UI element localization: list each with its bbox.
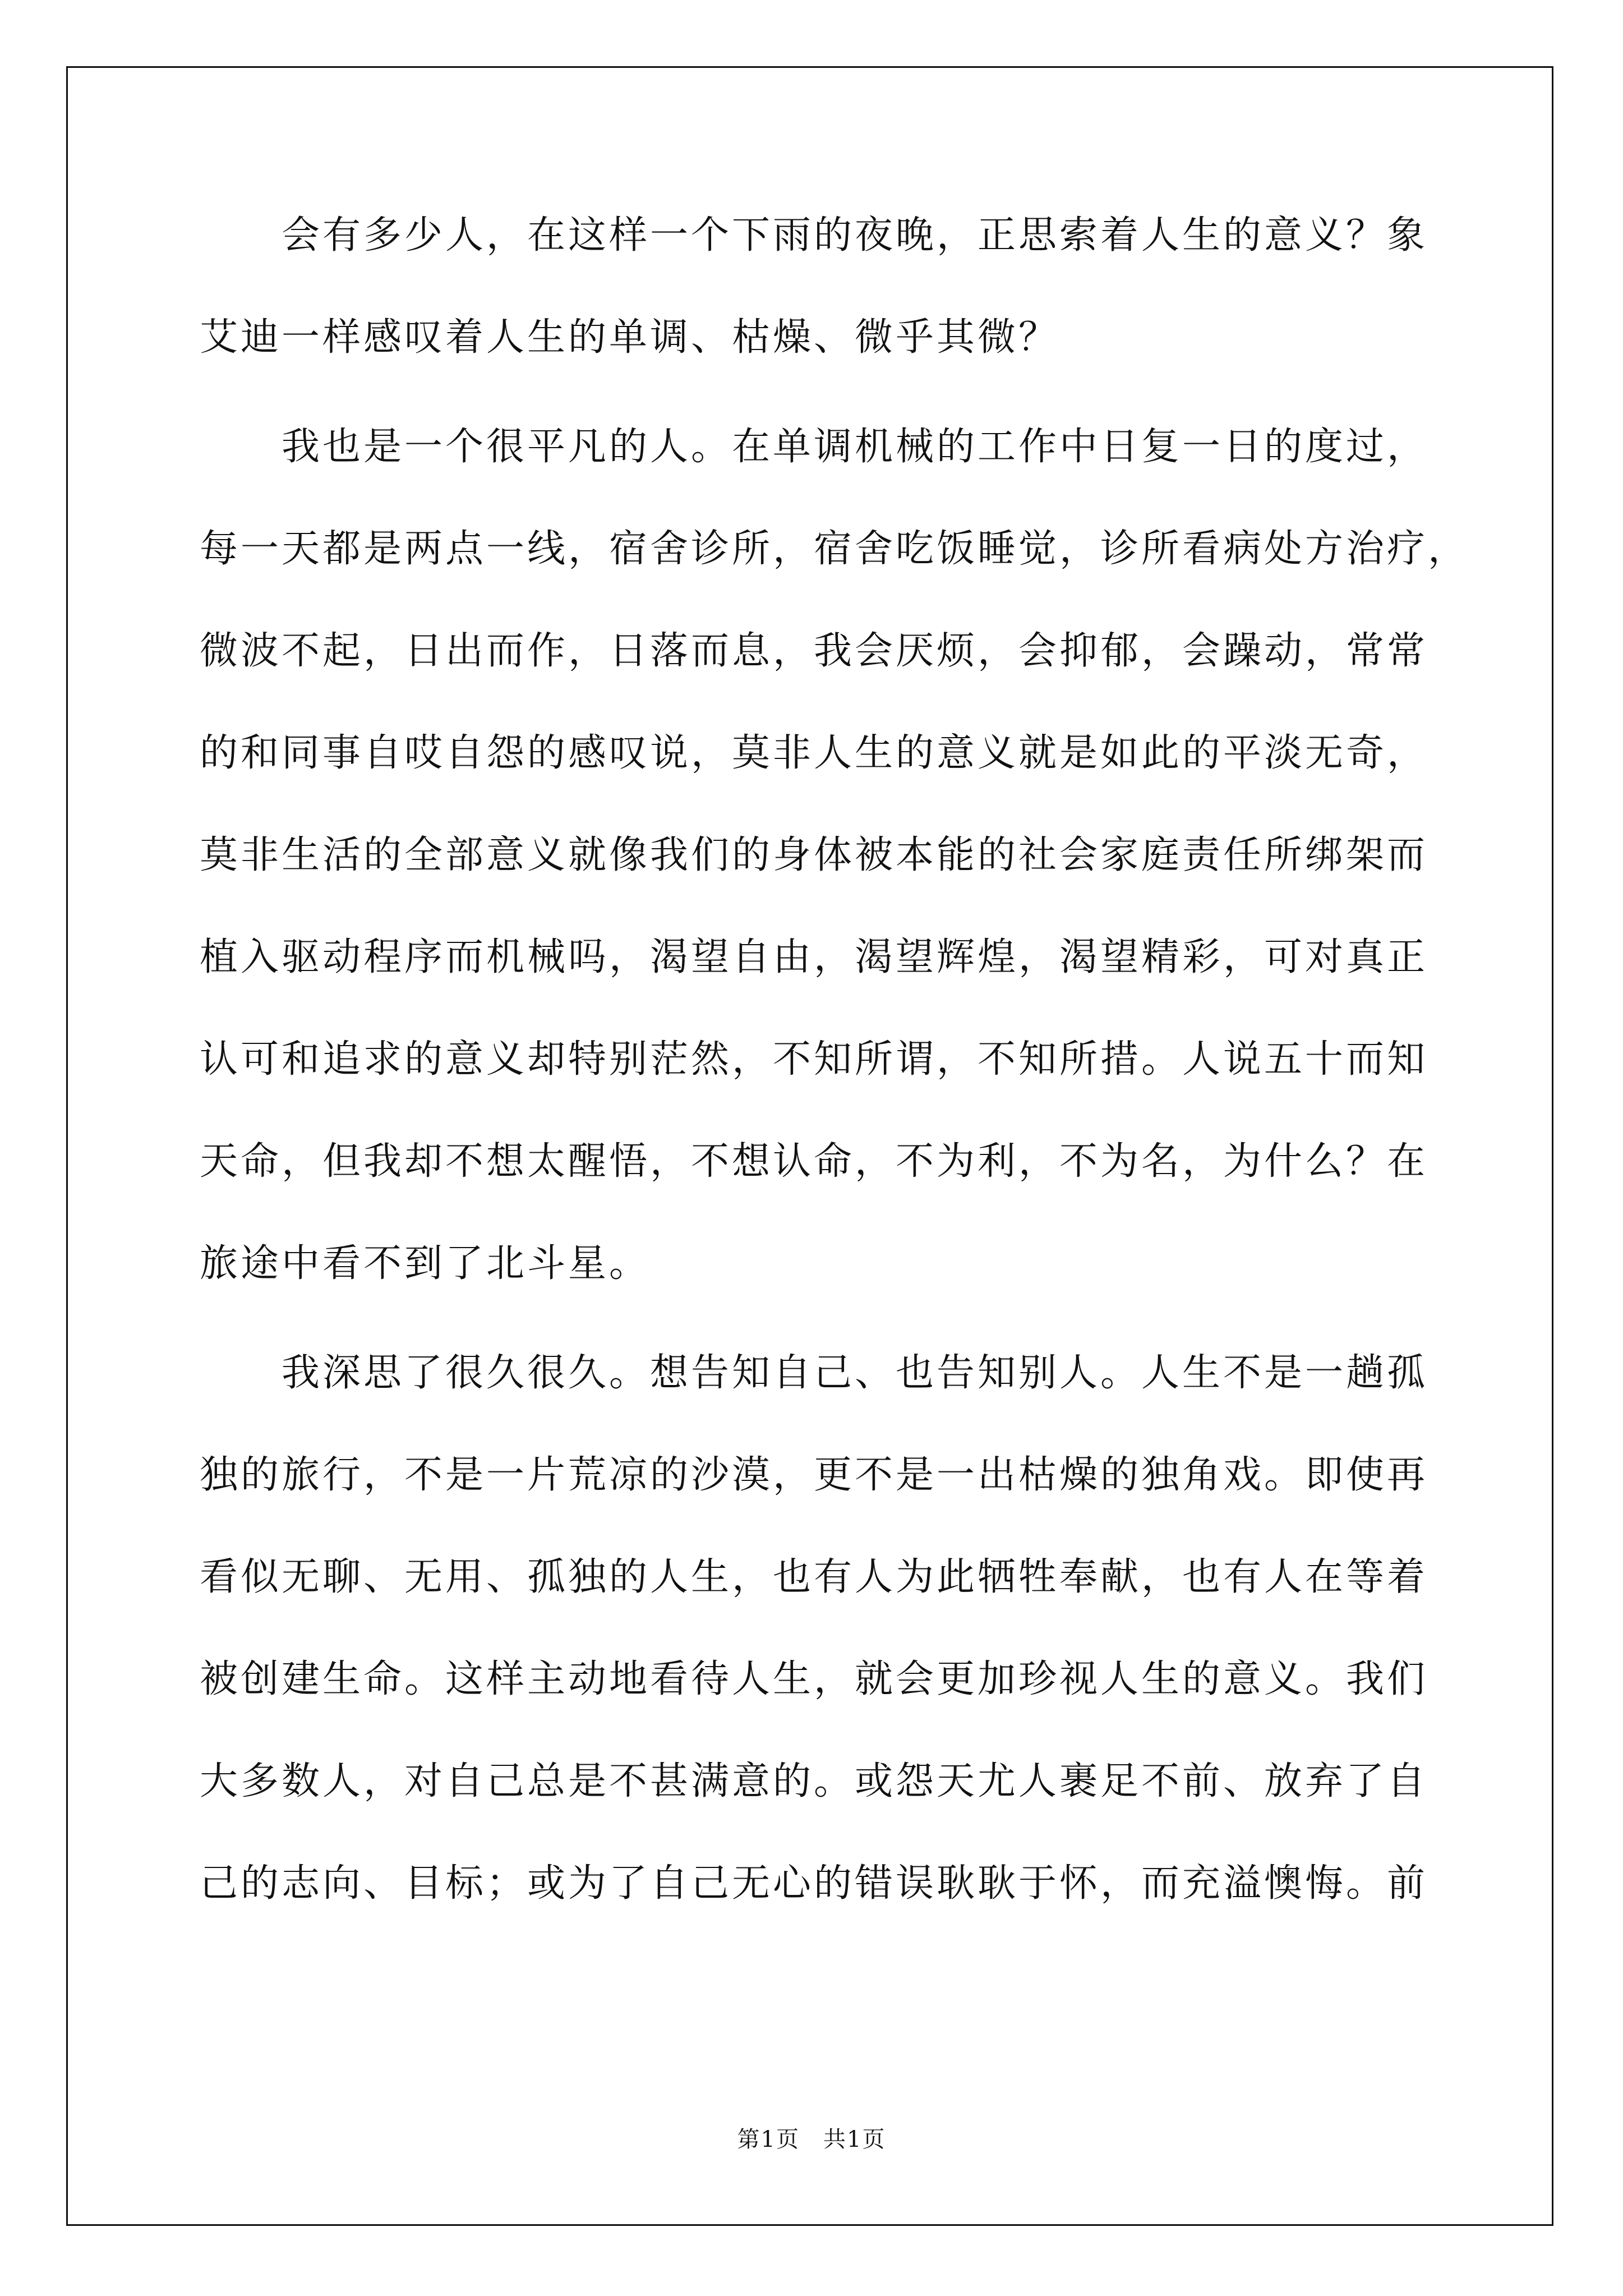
paragraph-2-line-5: 莫非生活的全部意义就像我们的身体被本能的社会家庭责任所绑架而 <box>200 833 1428 877</box>
paragraph-3-line-1: 我深思了很久很久。想告知自己、也告知别人。人生不是一趟孤 <box>282 1351 1428 1395</box>
paragraph-3-line-6: 己的志向、目标；或为了自己无心的错误耿耿于怀，而充溢懊悔。前 <box>200 1861 1428 1906</box>
paragraph-1-line-2: 艾迪一样感叹着人生的单调、枯燥、微乎其微？ <box>200 315 1060 360</box>
paragraph-3-line-3: 看似无聊、无用、孤独的人生，也有人为此牺牲奉献，也有人在等着 <box>200 1555 1428 1599</box>
paragraph-3-line-5: 大多数人，对自己总是不甚满意的。或怨天尤人裹足不前、放弃了自 <box>200 1759 1428 1803</box>
paragraph-2-line-6: 植入驱动程序而机械吗，渴望自由，渴望辉煌，渴望精彩，可对真正 <box>200 935 1428 979</box>
paragraph-2-line-8: 天命，但我却不想太醒悟，不想认命，不为利，不为名，为什么？在 <box>200 1139 1428 1184</box>
paragraph-2-line-2: 每一天都是两点一线，宿舍诊所，宿舍吃饭睡觉，诊所看病处方治疗， <box>200 527 1469 571</box>
paragraph-3-line-4: 被创建生命。这样主动地看待人生，就会更加珍视人生的意义。我们 <box>200 1657 1428 1701</box>
paragraph-2-line-1: 我也是一个很平凡的人。在单调机械的工作中日复一日的度过， <box>282 425 1428 469</box>
paragraph-1-line-1: 会有多少人，在这样一个下雨的夜晚，正思索着人生的意义？象 <box>282 213 1428 257</box>
paragraph-3-line-2: 独的旅行，不是一片荒凉的沙漠，更不是一出枯燥的独角戏。即使再 <box>200 1453 1428 1497</box>
paragraph-2-line-4: 的和同事自哎自怨的感叹说，莫非人生的意义就是如此的平淡无奇， <box>200 731 1428 775</box>
paragraph-2-line-7: 认可和追求的意义却特别茫然，不知所谓，不知所措。人说五十而知 <box>200 1037 1428 1082</box>
paragraph-2-line-3: 微波不起，日出而作，日落而息，我会厌烦，会抑郁，会躁动，常常 <box>200 629 1428 673</box>
page-number-footer: 第1页 共1页 <box>737 2127 886 2152</box>
paragraph-2-line-9: 旅途中看不到了北斗星。 <box>200 1241 651 1286</box>
